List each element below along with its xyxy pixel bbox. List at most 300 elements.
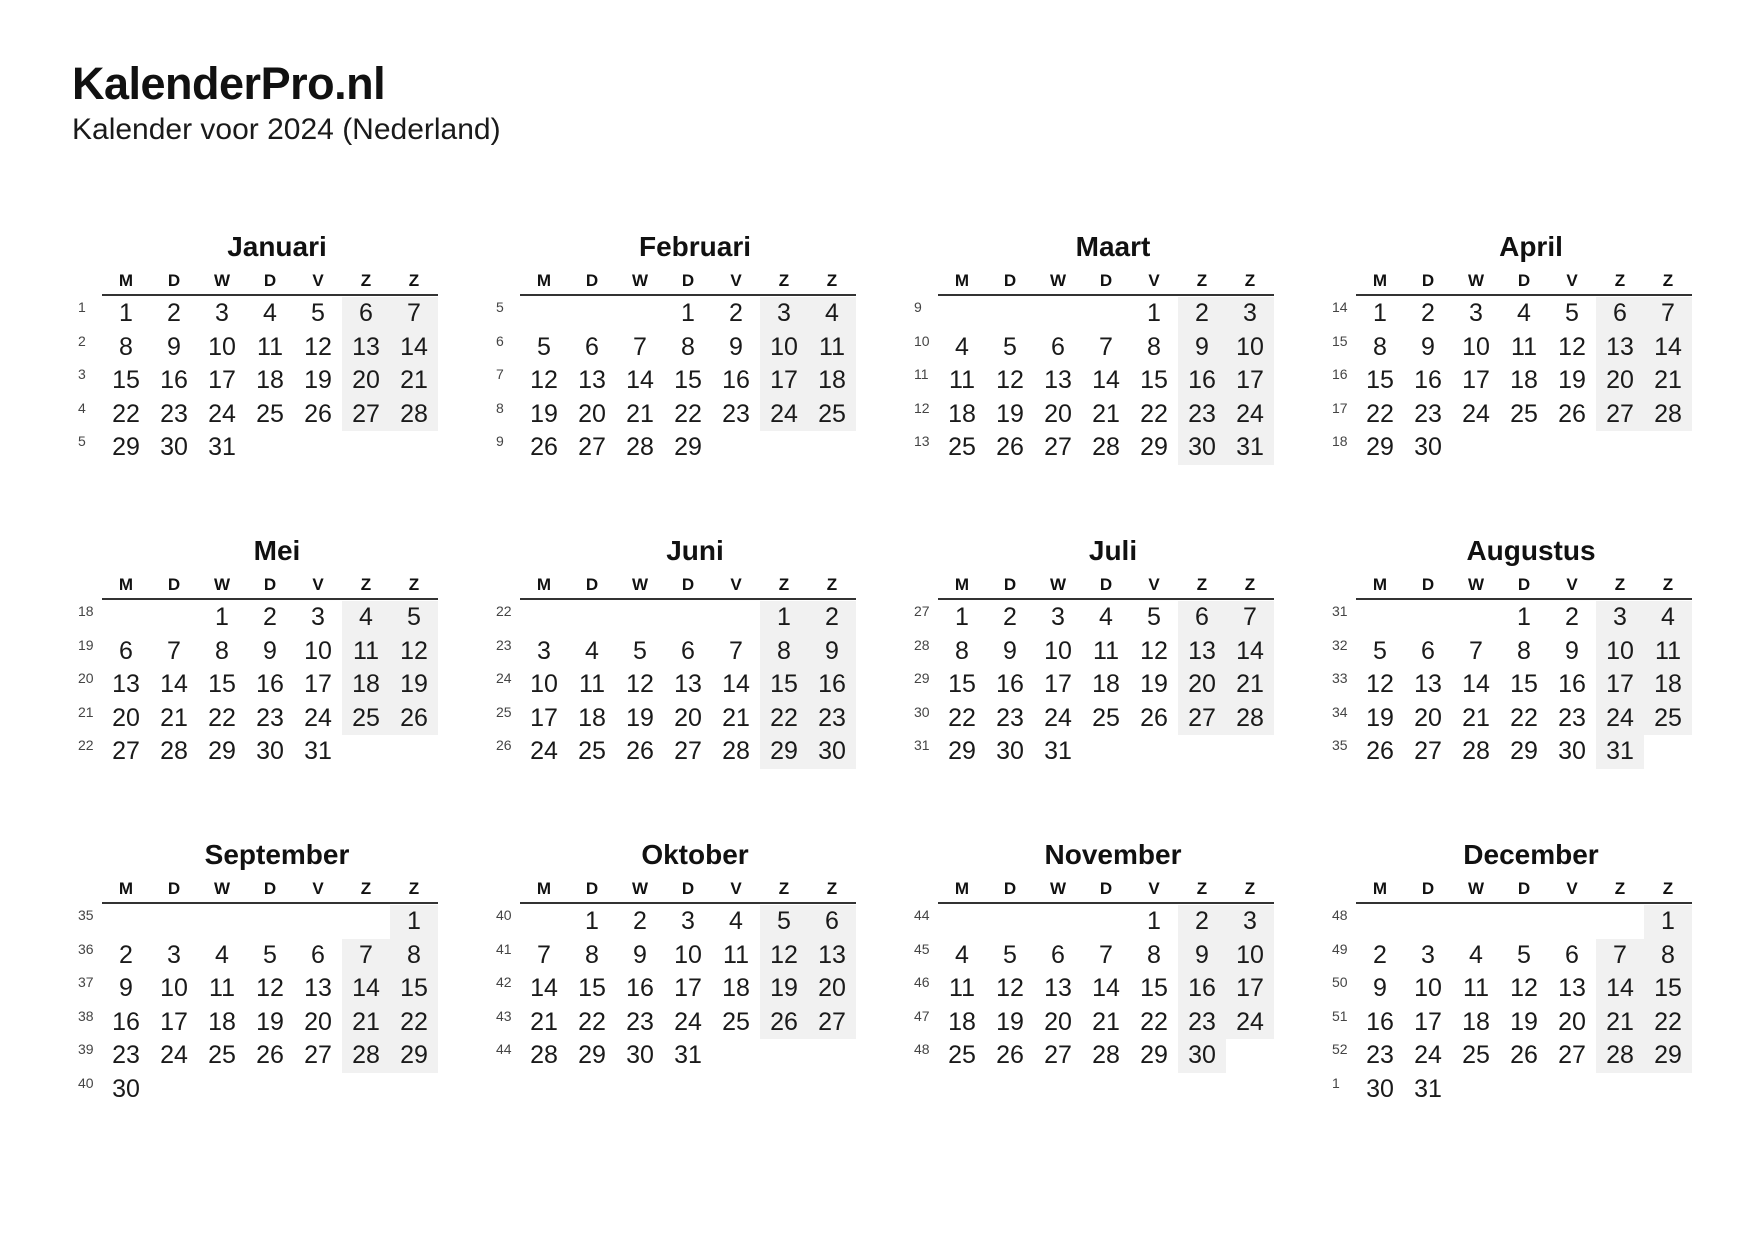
empty-day-cell <box>986 905 1034 939</box>
day-cell: 21 <box>1226 668 1274 702</box>
week-row <box>908 364 1288 398</box>
weekday-label: W <box>631 575 649 594</box>
day-cell: 23 <box>808 702 856 736</box>
week-number: 45 <box>914 940 930 957</box>
day-grid <box>520 297 856 331</box>
day-cell: 17 <box>1596 668 1644 702</box>
day-cell: 7 <box>537 940 551 969</box>
day-cell: 14 <box>1462 670 1490 698</box>
day-cell: 4 <box>342 601 390 635</box>
day-cell: 24 <box>530 737 558 765</box>
day-cell: 16 <box>160 366 188 394</box>
day-cell: 31 <box>1596 735 1644 769</box>
day-cell: 1 <box>1373 299 1387 327</box>
empty-day-cell <box>1404 905 1452 939</box>
empty-day-cell <box>390 1073 438 1107</box>
weekday-header <box>102 574 438 600</box>
weekday-label: Z <box>826 575 838 594</box>
day-grid <box>938 331 1274 365</box>
empty-day-cell <box>1356 601 1404 635</box>
day-cell: 16 <box>996 670 1024 698</box>
weekday-label: D <box>1421 879 1435 898</box>
day-cell: 14 <box>1092 974 1120 1002</box>
weekday-label: D <box>1099 575 1113 594</box>
day-cell: 2 <box>1373 940 1387 969</box>
day-cell: 6 <box>1421 636 1435 665</box>
day-cell: 22 <box>1366 399 1394 428</box>
month-name: Maart <box>1075 231 1151 262</box>
weekday-label: V <box>312 879 324 898</box>
month-block <box>1326 838 1706 1103</box>
weekday-label: D <box>263 879 277 898</box>
empty-day-cell <box>986 297 1034 331</box>
day-cell: 25 <box>808 398 856 432</box>
weekday-label: D <box>1517 879 1531 898</box>
empty-day-cell <box>1130 735 1178 769</box>
week-row <box>1326 601 1706 635</box>
weekday-header <box>938 574 1274 600</box>
day-cell: 1 <box>1644 905 1692 939</box>
empty-day-cell <box>198 1073 246 1107</box>
day-cell: 8 <box>390 939 438 973</box>
month-block <box>72 838 452 1103</box>
weekday-label: D <box>681 271 695 290</box>
day-cell: 1 <box>681 299 695 327</box>
day-cell: 18 <box>342 668 390 702</box>
month-block <box>490 230 870 470</box>
day-cell: 21 <box>342 1006 390 1040</box>
weekday-label: D <box>167 575 181 594</box>
day-cell: 13 <box>304 974 332 1002</box>
day-cell: 2 <box>1421 299 1435 327</box>
week-row <box>72 1006 452 1040</box>
week-number: 31 <box>914 737 930 753</box>
day-cell: 30 <box>808 735 856 769</box>
weekday-header <box>102 270 438 296</box>
day-grid <box>1356 297 1692 331</box>
week-row <box>1326 702 1706 736</box>
weekday-label: D <box>1099 271 1113 290</box>
day-cell: 15 <box>578 974 606 1002</box>
week-row <box>490 702 870 736</box>
weekday-label: D <box>1003 879 1017 898</box>
weekday-header <box>102 878 438 904</box>
day-cell: 25 <box>1644 702 1692 736</box>
day-cell: 6 <box>1051 940 1065 969</box>
week-row <box>490 297 870 331</box>
day-cell: 17 <box>304 670 332 698</box>
day-cell: 9 <box>1421 332 1435 361</box>
day-cell: 21 <box>160 703 188 732</box>
week-rows <box>908 905 1288 1073</box>
day-cell: 2 <box>1178 297 1226 331</box>
day-cell: 21 <box>1462 703 1490 732</box>
day-cell: 8 <box>1517 636 1531 665</box>
day-cell: 23 <box>1366 1041 1394 1069</box>
week-rows <box>490 601 870 769</box>
month-block <box>72 534 452 774</box>
day-grid <box>102 431 438 465</box>
week-number: 49 <box>1332 940 1348 957</box>
day-cell: 18 <box>1092 670 1120 698</box>
day-cell: 2 <box>1565 603 1579 631</box>
week-row <box>72 331 452 365</box>
day-cell: 5 <box>760 905 808 939</box>
week-row <box>908 297 1288 331</box>
week-number: 17 <box>1332 399 1348 416</box>
empty-day-cell <box>246 905 294 939</box>
day-cell: 17 <box>1044 670 1072 698</box>
day-cell: 20 <box>578 399 606 428</box>
day-cell: 14 <box>626 366 654 394</box>
day-cell: 12 <box>256 974 284 1002</box>
day-cell: 4 <box>585 636 599 665</box>
week-row <box>908 331 1288 365</box>
day-cell: 8 <box>1373 332 1387 361</box>
day-cell: 11 <box>949 366 975 394</box>
day-cell: 24 <box>304 703 332 732</box>
empty-day-cell <box>294 905 342 939</box>
weekday-label: M <box>118 575 134 594</box>
day-grid <box>102 1006 438 1040</box>
day-cell: 21 <box>1092 1007 1120 1036</box>
day-cell: 14 <box>390 331 438 365</box>
week-number: 48 <box>1332 907 1348 923</box>
week-rows <box>72 601 452 769</box>
weekday-label: M <box>954 879 970 898</box>
weekday-header <box>520 878 856 904</box>
month-name: Januari <box>227 231 327 262</box>
week-row <box>1326 939 1706 973</box>
day-cell: 30 <box>1558 737 1586 765</box>
day-cell: 30 <box>626 1041 654 1069</box>
empty-day-cell <box>1644 735 1692 769</box>
weekday-label: V <box>1566 879 1578 898</box>
week-row <box>490 398 870 432</box>
week-number: 48 <box>914 1041 930 1057</box>
day-grid <box>520 398 856 432</box>
week-row <box>490 735 870 769</box>
week-number: 12 <box>914 399 930 416</box>
day-cell: 23 <box>256 703 284 732</box>
day-cell: 23 <box>1178 1006 1226 1040</box>
weekday-label: V <box>730 271 742 290</box>
day-cell: 22 <box>390 1006 438 1040</box>
day-grid <box>102 905 438 939</box>
week-row <box>72 1073 452 1107</box>
day-cell: 28 <box>160 737 188 765</box>
day-cell: 20 <box>1414 703 1442 732</box>
day-cell: 24 <box>208 399 236 428</box>
day-cell: 23 <box>626 1007 654 1036</box>
day-cell: 26 <box>530 433 558 461</box>
day-cell: 26 <box>1366 737 1394 765</box>
day-cell: 29 <box>674 433 702 461</box>
day-cell: 11 <box>723 940 749 969</box>
weekday-label: W <box>213 271 231 290</box>
week-number: 35 <box>1332 737 1348 753</box>
week-row <box>1326 635 1706 669</box>
empty-day-cell <box>342 735 390 769</box>
day-grid <box>1356 331 1692 365</box>
weekday-label: V <box>730 879 742 898</box>
day-cell: 29 <box>948 737 976 765</box>
day-cell: 16 <box>626 974 654 1002</box>
week-number: 20 <box>78 670 94 686</box>
month-name: November <box>1044 839 1182 870</box>
day-cell: 4 <box>1644 601 1692 635</box>
empty-day-cell <box>760 431 808 465</box>
day-cell: 18 <box>256 366 284 394</box>
day-cell: 23 <box>112 1041 140 1069</box>
empty-day-cell <box>712 431 760 465</box>
day-grid <box>102 1073 438 1107</box>
week-number: 28 <box>914 636 930 653</box>
empty-day-cell <box>1548 905 1596 939</box>
day-grid <box>102 398 438 432</box>
day-cell: 16 <box>1414 366 1442 394</box>
day-cell: 24 <box>674 1007 702 1036</box>
day-grid <box>938 297 1274 331</box>
week-row <box>1326 1039 1706 1073</box>
day-cell: 22 <box>1644 1006 1692 1040</box>
day-cell: 10 <box>1226 939 1274 973</box>
empty-day-cell <box>712 601 760 635</box>
week-row <box>1326 1006 1706 1040</box>
day-cell: 17 <box>674 974 702 1002</box>
day-cell: 14 <box>530 974 558 1002</box>
day-grid <box>102 635 438 669</box>
weekday-label: D <box>263 575 277 594</box>
weekday-label: W <box>1049 879 1067 898</box>
day-cell: 6 <box>1565 940 1579 969</box>
empty-day-cell <box>808 1039 856 1073</box>
month-name: April <box>1499 231 1563 262</box>
week-number: 19 <box>78 636 94 653</box>
day-cell: 7 <box>342 939 390 973</box>
empty-day-cell <box>1082 297 1130 331</box>
week-row <box>908 1006 1288 1040</box>
empty-day-cell <box>1034 905 1082 939</box>
day-cell: 8 <box>955 636 969 665</box>
day-grid <box>1356 1006 1692 1040</box>
day-cell: 15 <box>208 670 236 698</box>
month-block <box>908 534 1288 774</box>
day-cell: 7 <box>1644 297 1692 331</box>
day-cell: 13 <box>112 670 140 698</box>
day-grid <box>938 905 1274 939</box>
day-grid <box>938 364 1274 398</box>
day-cell: 30 <box>1178 431 1226 465</box>
day-cell: 10 <box>304 636 332 665</box>
day-cell: 22 <box>1140 1007 1168 1036</box>
week-row <box>490 1039 870 1073</box>
day-cell: 24 <box>1044 703 1072 732</box>
day-cell: 18 <box>948 1007 976 1036</box>
day-grid <box>1356 735 1692 769</box>
day-cell: 3 <box>1226 297 1274 331</box>
weekday-label: W <box>1049 575 1067 594</box>
day-cell: 29 <box>1644 1039 1692 1073</box>
day-cell: 28 <box>1226 702 1274 736</box>
day-grid <box>1356 972 1692 1006</box>
month-name: Februari <box>638 231 752 262</box>
month-name: Mei <box>253 535 301 566</box>
day-cell: 12 <box>304 332 332 361</box>
day-cell: 22 <box>674 399 702 428</box>
month-block <box>72 230 452 470</box>
day-cell: 6 <box>1051 332 1065 361</box>
day-grid <box>102 297 438 331</box>
empty-day-cell <box>808 431 856 465</box>
week-number: 44 <box>914 907 930 923</box>
week-row <box>490 1006 870 1040</box>
day-cell: 20 <box>674 703 702 732</box>
day-cell: 14 <box>342 972 390 1006</box>
day-cell: 27 <box>1558 1041 1586 1069</box>
day-cell: 24 <box>1226 1006 1274 1040</box>
day-cell: 29 <box>578 1041 606 1069</box>
day-grid <box>102 364 438 398</box>
empty-day-cell <box>342 431 390 465</box>
month-block <box>1326 534 1706 774</box>
day-cell: 17 <box>160 1007 188 1036</box>
week-row <box>490 431 870 465</box>
empty-day-cell <box>1452 905 1500 939</box>
week-number: 47 <box>914 1007 930 1024</box>
day-cell: 31 <box>208 433 236 461</box>
day-cell: 22 <box>112 399 140 428</box>
day-cell: 13 <box>342 331 390 365</box>
day-cell: 27 <box>1044 433 1072 461</box>
weekday-label: Z <box>826 879 838 898</box>
day-cell: 17 <box>1226 972 1274 1006</box>
day-cell: 7 <box>729 636 743 665</box>
day-cell: 30 <box>256 737 284 765</box>
day-cell: 3 <box>760 297 808 331</box>
day-cell: 26 <box>390 702 438 736</box>
week-number: 24 <box>496 670 512 686</box>
day-cell: 3 <box>215 299 229 327</box>
day-cell: 17 <box>1414 1007 1442 1036</box>
day-cell: 19 <box>996 1007 1024 1036</box>
weekday-label: Z <box>1244 879 1256 898</box>
week-number: 7 <box>496 366 504 382</box>
day-cell: 3 <box>1226 905 1274 939</box>
week-row <box>72 1039 452 1073</box>
day-cell: 27 <box>578 433 606 461</box>
weekday-label: V <box>1148 575 1160 594</box>
day-cell: 13 <box>1044 366 1072 394</box>
day-grid <box>102 668 438 702</box>
week-number: 35 <box>78 907 94 923</box>
week-row <box>1326 735 1706 769</box>
empty-day-cell <box>1500 1073 1548 1107</box>
weekday-label: M <box>536 879 552 898</box>
day-cell: 29 <box>760 735 808 769</box>
day-cell: 11 <box>1093 636 1119 665</box>
day-cell: 16 <box>1366 1007 1394 1036</box>
week-row <box>72 939 452 973</box>
week-number: 43 <box>496 1007 512 1024</box>
day-cell: 31 <box>1414 1074 1442 1103</box>
weekday-label: M <box>118 271 134 290</box>
day-cell: 18 <box>1462 1007 1490 1036</box>
day-cell: 15 <box>112 366 140 394</box>
day-cell: 9 <box>808 635 856 669</box>
week-rows <box>72 297 452 465</box>
day-cell: 7 <box>1596 939 1644 973</box>
week-row <box>490 939 870 973</box>
day-grid <box>520 635 856 669</box>
week-row <box>1326 668 1706 702</box>
empty-day-cell <box>1548 431 1596 465</box>
week-row <box>490 635 870 669</box>
day-cell: 9 <box>1178 939 1226 973</box>
day-cell: 10 <box>160 974 188 1002</box>
day-cell: 7 <box>1099 332 1113 361</box>
day-cell: 11 <box>342 635 390 669</box>
day-cell: 29 <box>112 433 140 461</box>
day-grid <box>1356 1073 1692 1107</box>
weekday-label: Z <box>1662 879 1674 898</box>
day-cell: 20 <box>808 972 856 1006</box>
weekday-label: D <box>681 575 695 594</box>
day-cell: 14 <box>722 670 750 698</box>
day-grid <box>938 972 1274 1006</box>
day-cell: 25 <box>1462 1041 1490 1069</box>
day-cell: 2 <box>119 940 133 969</box>
empty-day-cell <box>1034 297 1082 331</box>
day-cell: 29 <box>1140 433 1168 461</box>
weekday-label: W <box>631 879 649 898</box>
day-grid <box>1356 431 1692 465</box>
week-row <box>908 668 1288 702</box>
empty-day-cell <box>1596 905 1644 939</box>
week-number: 27 <box>914 603 930 619</box>
empty-day-cell <box>1452 601 1500 635</box>
week-rows <box>908 601 1288 769</box>
week-number: 37 <box>78 974 94 990</box>
day-cell: 27 <box>342 398 390 432</box>
weekday-label: V <box>1566 575 1578 594</box>
weekday-label: D <box>1517 271 1531 290</box>
day-grid <box>1356 601 1692 635</box>
day-cell: 28 <box>626 433 654 461</box>
day-cell: 4 <box>1469 940 1483 969</box>
month-block <box>908 230 1288 470</box>
empty-day-cell <box>1548 1073 1596 1107</box>
weekday-label: D <box>585 271 599 290</box>
day-cell: 25 <box>948 433 976 461</box>
weekday-label: D <box>585 575 599 594</box>
day-cell: 18 <box>948 399 976 428</box>
day-cell: 25 <box>578 737 606 765</box>
day-cell: 8 <box>1147 332 1161 361</box>
weekday-label: W <box>1467 879 1485 898</box>
empty-day-cell <box>1596 431 1644 465</box>
day-cell: 2 <box>633 907 647 935</box>
day-cell: 7 <box>167 636 181 665</box>
week-number: 8 <box>496 399 504 416</box>
week-number: 1 <box>1332 1074 1340 1091</box>
weekday-label: V <box>312 271 324 290</box>
week-number: 30 <box>914 703 930 720</box>
week-row <box>1326 398 1706 432</box>
week-row <box>72 364 452 398</box>
day-cell: 7 <box>1099 940 1113 969</box>
week-number: 31 <box>1332 603 1348 619</box>
